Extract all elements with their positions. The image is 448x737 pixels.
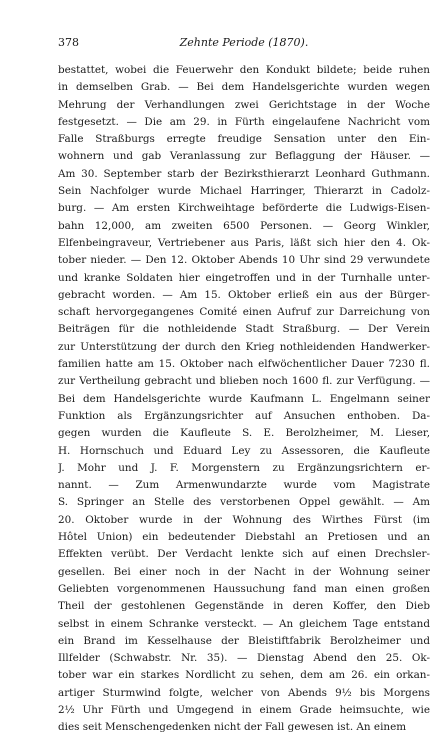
- text-line: 2½ Uhr Fürth und Umgegend in einem Grade heimsuchte, wie: [58, 703, 430, 716]
- text-line: festgesetzt. — Die am 29. in Fürth eingelaufene Nachricht vom: [58, 115, 430, 128]
- text-line: gesellen. Bei einer noch in der Nacht in der Wohnung seiner: [58, 565, 430, 578]
- text-line: schaft hervorgegangenes Comité einen Aufruf zur Darreichung von: [58, 306, 430, 319]
- text-line: tober nieder. — Den 12. Oktober Abends 10 Uhr sind 29 verwundete: [58, 254, 430, 267]
- text-line: gebracht worden. — Am 15. Oktober erließ ein aus der Bürger-: [58, 288, 430, 301]
- text-line: 20. Oktober wurde in der Wohnung des Wirthes Fürst (im: [58, 513, 430, 526]
- text-line: Elfenbeingraveur, Vertriebener aus Paris, läßt sich hier den 4. Ok-: [58, 236, 430, 249]
- text-line: wohnern und gab Veranlassung zur Beflaggung der Häuser. —: [58, 150, 430, 163]
- text-line: Theil der gestohlenen Gegenstände in deren Koffer, den Dieb: [58, 600, 430, 613]
- text-line: ein Brand im Kesselhause der Bleistiftfabrik Berolzheimer und: [58, 634, 430, 647]
- text-line: Funktion als Ergänzungsrichter auf Ansuchen enthoben. Da-: [58, 409, 430, 422]
- text-line: artiger Sturmwind folgte, welcher von Abends 9½ bis Morgens: [58, 686, 430, 699]
- text-line: Falle Straßburgs erregte freudige Sensation unter den Ein-: [58, 133, 430, 146]
- text-line: bahn 12,000, am zweiten 6500 Personen. — Georg Winkler,: [58, 219, 430, 232]
- page-number: 378: [58, 36, 79, 49]
- text-line: nannt. — Zum Armenwundarzte wurde vom Magistrate: [58, 479, 430, 492]
- text-line: S. Springer an Stelle des verstorbenen Oppel gewählt. — Am: [58, 496, 430, 509]
- text-line: Am 30. September starb der Bezirksthierarzt Leonhard Guthmann.: [58, 167, 430, 180]
- text-line: burg. — Am ersten Kirchweihtage beförderte die Ludwigs-Eisen-: [58, 202, 430, 215]
- body-text: [58, 62, 430, 737]
- text-line: Geliebten vorgenommenen Haussuchung fand man einen großen: [58, 582, 430, 595]
- text-line: Sein Nachfolger wurde Michael Harringer, Thierarzt in Cadolz-: [58, 185, 430, 198]
- text-line: und kranke Soldaten hier eingetroffen und in der Turnhalle unter-: [58, 271, 430, 284]
- text-line: Illfelder (Schwabstr. Nr. 35). — Dienstag Abend den 25. Ok-: [58, 652, 430, 665]
- text-line: tober war ein starkes Nordlicht zu sehen, dem am 26. ein orkan-: [58, 669, 430, 682]
- text-line: gegen wurden die Kaufleute S. E. Berolzheimer, M. Lieser,: [58, 427, 430, 440]
- running-title: Zehnte Periode (1870).: [179, 36, 309, 49]
- page-header: [58, 36, 430, 52]
- text-line: Effekten verübt. Der Verdacht lenkte sich auf einen Drechsler-: [58, 548, 430, 561]
- text-line: bestattet, wobei die Feuerwehr den Kondukt bildete; beide ruhen: [58, 64, 430, 76]
- text-line: Bei dem Handelsgerichte wurde Kaufmann L. Engelmann seiner: [58, 392, 430, 405]
- text-line: Beiträgen für die nothleidende Stadt Straßburg. — Der Verein: [58, 323, 430, 336]
- text-line: in demselben Grab. — Bei dem Handelsgerichte wurden wegen: [58, 81, 430, 94]
- text-line: zur Unterstützung der durch den Krieg nothleidenden Handwerker-: [58, 340, 430, 353]
- text-line: selbst in einem Schranke versteckt. — An gleichem Tage entstand: [58, 617, 430, 630]
- text-line: Mehrung der Verhandlungen zwei Gerichtstage in der Woche: [58, 98, 430, 111]
- text-line: dies seit Menschengedenken nicht der Fall gewesen ist. An einem: [58, 721, 407, 734]
- text-line: H. Hornschuch und Eduard Ley zu Assessoren, die Kaufleute: [58, 444, 430, 457]
- text-line: Hôtel Union) ein bedeutender Diebstahl an Pretiosen und an: [58, 531, 430, 544]
- text-line: familien hatte am 15. Oktober nach elfwöchentlicher Dauer 7230 fl.: [58, 358, 430, 371]
- text-line: zur Vertheilung gebracht und blieben noch 1600 fl. zur Verfügung. —: [58, 375, 430, 388]
- text-line: J. Mohr und J. F. Morgenstern zu Ergänzungsrichtern er-: [58, 461, 430, 474]
